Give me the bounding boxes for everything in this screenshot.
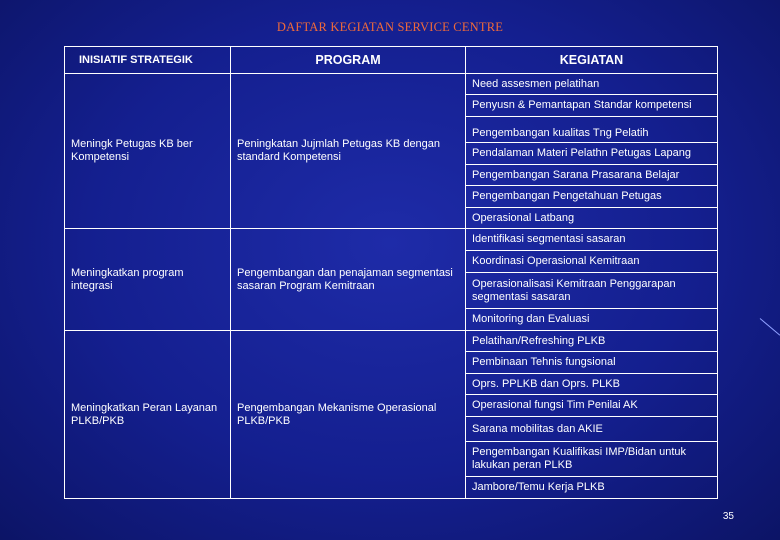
activity-table	[64, 46, 718, 499]
activity-cell: Sarana mobilitas dan AKIE	[466, 417, 718, 442]
activity-cell: Pengembangan Sarana Prasarana Belajar	[466, 165, 718, 186]
header-strategic-initiative: INISIATIF STRATEGIK	[65, 47, 231, 74]
header-activity: KEGIATAN	[466, 47, 718, 74]
decorative-line	[760, 318, 780, 335]
activity-cell: Oprs. PPLKB dan Oprs. PLKB	[466, 374, 718, 395]
program-cell: Pengembangan dan penajaman segmentasi sasaran Program Kemitraan	[231, 229, 466, 331]
slide-number: 35	[722, 511, 734, 522]
activity-cell: Pengembangan Kualifikasi IMP/Bidan untuk lakukan peran PLKB	[466, 442, 718, 477]
activity-cell: Operasional fungsi Tim Penilai AK	[466, 395, 718, 417]
page-title: DAFTAR KEGIATAN SERVICE CENTRE	[276, 20, 504, 34]
activity-cell: Pengembangan Pengetahuan Petugas	[466, 186, 718, 208]
header-program: PROGRAM	[231, 47, 466, 74]
activity-cell: Pembinaan Tehnis fungsional	[466, 352, 718, 374]
activity-cell: Pengembangan kualitas Tng Pelatih	[466, 117, 718, 143]
activity-cell: Pendalaman Materi Pelathn Petugas Lapang	[466, 143, 718, 165]
activity-cell: Operasionalisasi Kemitraan Penggarapan segmentasi sasaran	[466, 273, 718, 309]
program-cell: Peningkatan Jujmlah Petugas KB dengan standard Kompetensi	[231, 74, 466, 229]
activity-cell: Pelatihan/Refreshing PLKB	[466, 331, 718, 352]
table-row	[65, 74, 718, 95]
initiative-cell: Meningk Petugas KB ber Kompetensi	[65, 74, 231, 229]
activity-cell: Monitoring dan Evaluasi	[466, 309, 718, 331]
activity-cell: Jambore/Temu Kerja PLKB	[466, 477, 718, 499]
program-cell: Pengembangan Mekanisme Operasional PLKB/PKB	[231, 331, 466, 499]
table-row	[65, 229, 718, 251]
initiative-cell: Meningkatkan program integrasi	[65, 229, 231, 331]
activity-cell: Koordinasi Operasional Kemitraan	[466, 251, 718, 273]
activity-cell: Penyusn & Pemantapan Standar kompetensi	[466, 95, 718, 117]
initiative-cell: Meningkatkan Peran Layanan PLKB/PKB	[65, 331, 231, 499]
table-row	[65, 331, 718, 352]
activity-cell: Need assesmen pelatihan	[466, 74, 718, 95]
activity-cell: Operasional Latbang	[466, 208, 718, 229]
header-row	[65, 47, 718, 74]
activity-cell: Identifikasi segmentasi sasaran	[466, 229, 718, 251]
